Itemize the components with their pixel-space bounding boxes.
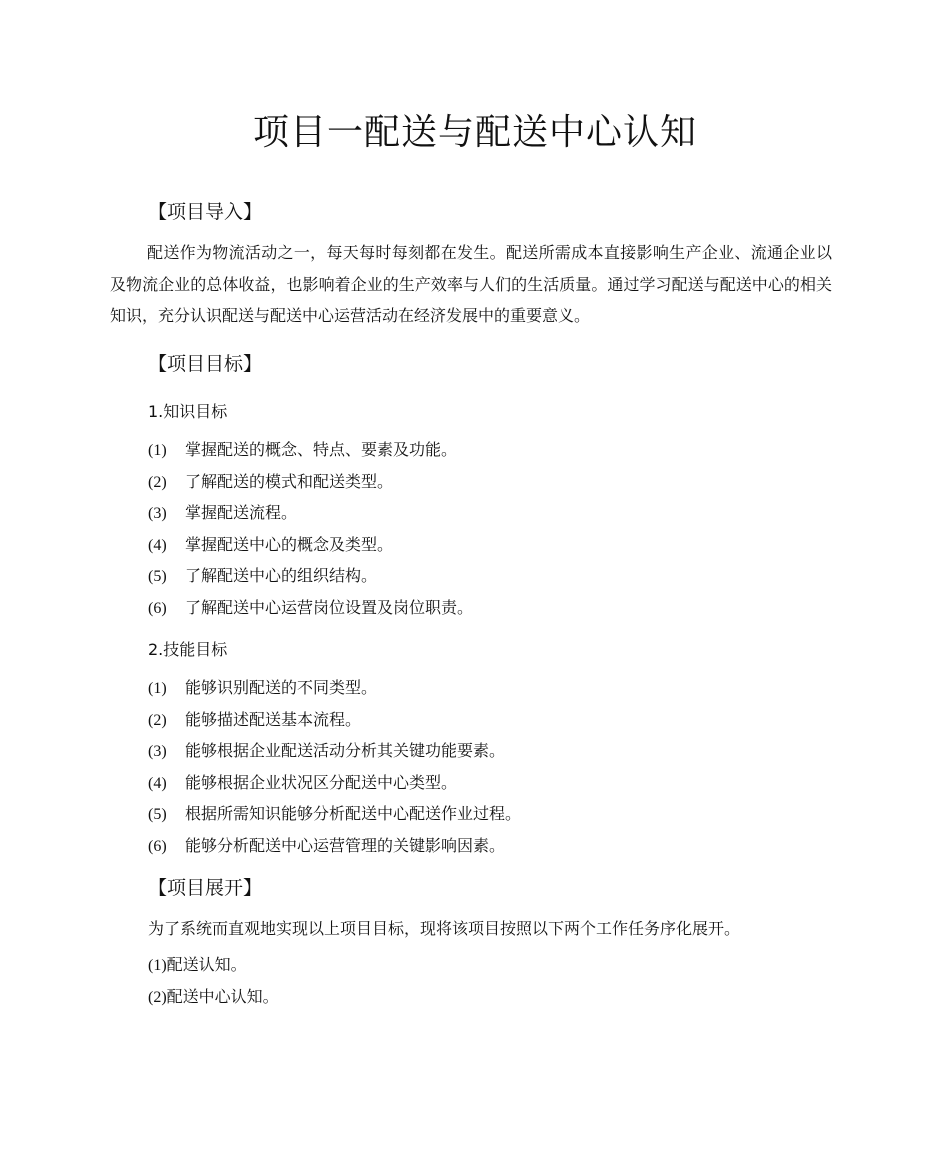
task-item (148, 953, 247, 978)
task-item (148, 985, 279, 1010)
list-item (148, 466, 473, 498)
list-item-number: (1) (148, 442, 167, 459)
list-item (148, 434, 473, 466)
task-item-text: 配送中心认知。 (166, 987, 279, 1006)
skill-goals-list (148, 672, 521, 861)
list-item-number: (4) (148, 536, 167, 554)
list-item (148, 672, 521, 704)
list-item (148, 830, 521, 862)
list-item (148, 767, 521, 799)
list-item (148, 798, 521, 830)
intro-paragraph: 配送作为物流活动之一，每天每时每刻都在发生。配送所需成本直接影响生产企业、流通企业以及物流企业的总体收益，也影响着企业的生产效率与人们的生活质量。通过学习配送与配送中心的相关知识，充分认识配送与配送中心运营活动在经济发展中的重要意义。 (110, 243, 832, 325)
list-item-number: (4) (148, 774, 167, 792)
list-item-text: 根据所需知识能够分析配送中心配送作业过程。 (185, 804, 522, 823)
subheading-knowledge-goals: 1.知识目标 (148, 402, 228, 421)
list-item-text: 能够分析配送中心运营管理的关键影响因素。 (185, 835, 506, 855)
expand-paragraph: 为了系统而直观地实现以上项目目标，现将该项目按照以下两个工作任务序化展开。 (148, 919, 741, 938)
list-item-number: (6) (148, 599, 167, 617)
section-heading-goals: 【项目目标】 (148, 353, 263, 375)
list-item-number: (5) (148, 806, 167, 823)
list-item-number: (3) (148, 743, 167, 760)
list-item (148, 735, 521, 767)
list-item-text: 了解配送中心的组织结构。 (185, 566, 378, 585)
list-item (148, 704, 521, 736)
knowledge-goals-list (148, 434, 473, 623)
list-item-number: (2) (148, 711, 167, 729)
list-item-text: 能够根据企业状况区分配送中心类型。 (185, 772, 458, 792)
list-item-text: 能够识别配送的不同类型。 (185, 678, 378, 697)
list-item-number: (5) (148, 568, 167, 585)
list-item-text: 能够描述配送基本流程。 (185, 709, 362, 729)
list-item (148, 497, 473, 529)
section-heading-expand: 【项目展开】 (148, 877, 263, 899)
list-item-text: 能够根据企业配送活动分析其关键功能要素。 (185, 741, 506, 760)
list-item (148, 560, 473, 592)
list-item-number: (6) (148, 837, 167, 855)
list-item (148, 529, 473, 561)
section-heading-intro: 【项目导入】 (148, 201, 263, 223)
list-item-number: (2) (148, 473, 167, 491)
list-item-text: 了解配送的模式和配送类型。 (185, 471, 394, 491)
list-item-text: 掌握配送的概念、特点、要素及功能。 (185, 440, 458, 459)
task-item-number: (1) (148, 957, 167, 974)
task-item-number: (2) (148, 989, 167, 1006)
list-item (148, 592, 473, 624)
list-item-text: 了解配送中心运营岗位设置及岗位职责。 (185, 597, 474, 617)
list-item-number: (3) (148, 505, 167, 522)
task-item-text: 配送认知。 (166, 955, 247, 974)
page-title: 项目一配送与配送中心认知 (252, 112, 697, 153)
list-item-text: 掌握配送中心的概念及类型。 (185, 534, 394, 554)
list-item-text: 掌握配送流程。 (185, 503, 298, 522)
list-item-number: (1) (148, 680, 167, 697)
subheading-skill-goals: 2.技能目标 (148, 640, 228, 659)
